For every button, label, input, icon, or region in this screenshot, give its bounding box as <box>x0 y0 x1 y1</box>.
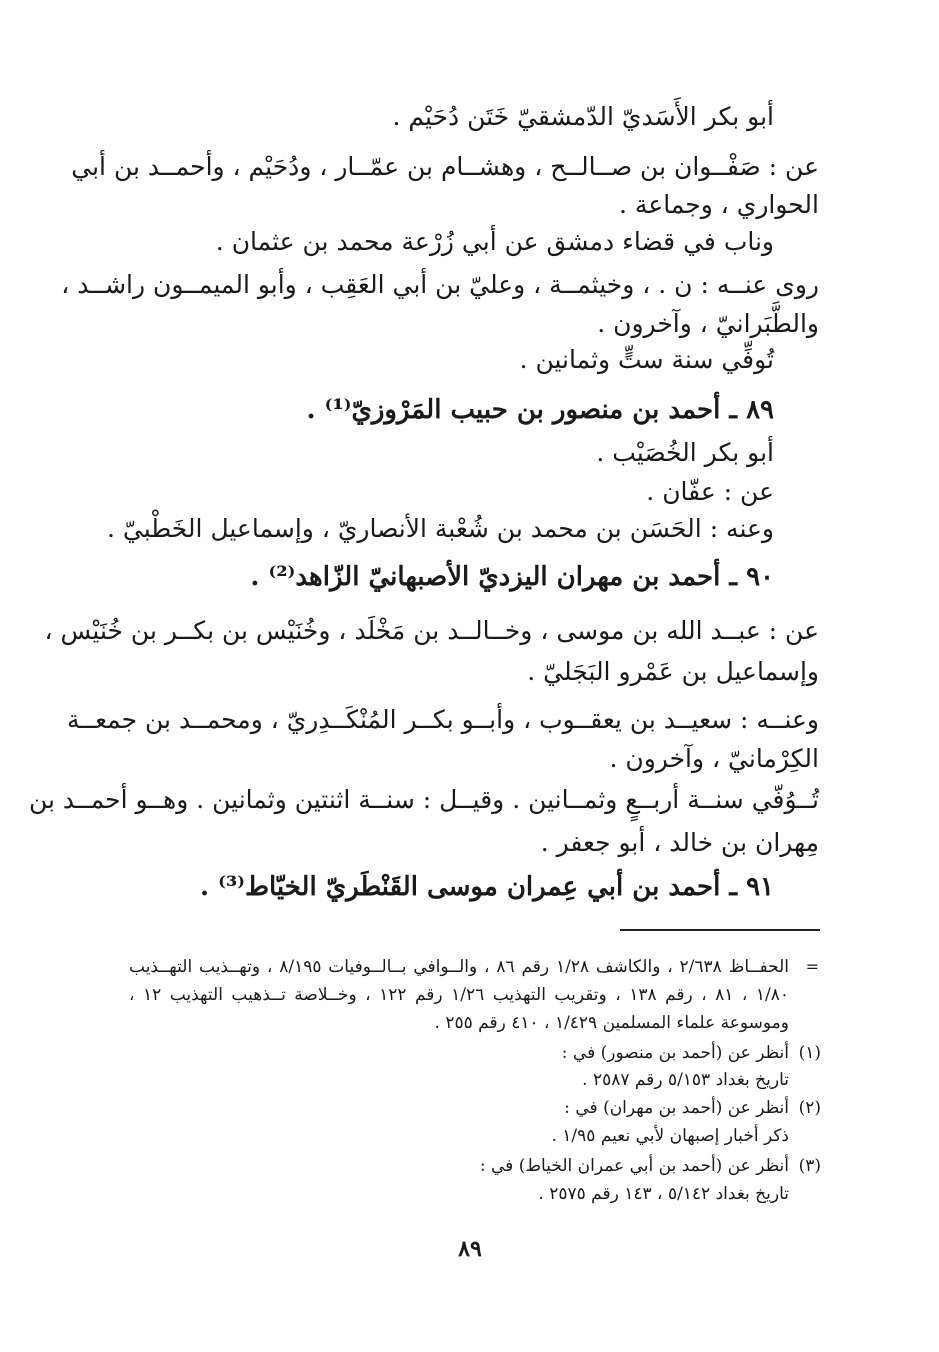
text-line: عن : صَفْــوان بن صــالــح ، وهشــام بن عمّــار ، ودُحَيْم ، وأحمــد بن أبي <box>71 152 819 181</box>
footnote-line: ذكر أخبار إصبهان لأبي نعيم ١/٩٥ . <box>551 1126 789 1146</box>
text-line: وعنــه : سعيــد بن يعقــوب ، وأبــو بكــر المُنْكَــدِريّ ، ومحمــد بن جمعــة <box>67 705 819 734</box>
entry-heading-91: ٩١ ـ أحمد بن أبي عِمران موسى القَنْطَريّ الخيّاط⁽³⁾ . <box>199 872 774 902</box>
footnote-number: (٣) <box>798 1156 821 1176</box>
footnote-line: تاريخ بغداد ٥/١٥٣ رقم ٢٥٨٧ . <box>582 1070 789 1090</box>
footnote-line: أنظر عن (أحمد بن منصور) في : <box>561 1043 789 1063</box>
footnote-number: (٢) <box>798 1098 821 1118</box>
footnote-continuation-line: ١/٨٠ ، ٨١ ، رقم ١٣٨ ، وتقريب التهذيب ١/٢٦ رقم ١٢٢ ، وخــلاصة تــذهيب التهذيب ١٢ ، <box>129 985 790 1005</box>
text-line: عن : عفّان . <box>646 477 774 506</box>
footnote-line: تاريخ بغداد ٥/١٤٢ ، ١٤٣ رقم ٢٥٧٥ . <box>538 1184 789 1204</box>
text-line: روى عنــه : ن . ، وخيثمــة ، وعليّ بن أبي العَقِب ، وأبو الميمــون راشــد ، <box>61 270 819 299</box>
footnote-number: (١) <box>798 1043 821 1063</box>
text-line: أبو بكر الخُصَيْب . <box>596 438 774 467</box>
text-line: تُوفِّي سنة ستٍّ وثمانين . <box>519 345 774 374</box>
footnote-line: أنظر عن (أحمد بن أبي عمران الخياط) في : <box>479 1156 789 1176</box>
continuation-marker: = <box>805 957 819 976</box>
footnote-continuation-line: وموسوعة علماء المسلمين ١/٤٢٩ ، ٤١٠ رقم ٢٥٥ . <box>434 1013 789 1033</box>
text-line: أبو بكر الأَسَديّ الدّمشقيّ خَتَن دُحَيْم . <box>392 102 774 131</box>
text-line: وعنه : الحَسَن بن محمد بن شُعْبة الأنصاريّ ، وإسماعيل الخَطْبيّ . <box>107 514 774 543</box>
footnote-continuation-line: الحفــاظ ٢/٦٣٨ ، والكاشف ١/٢٨ رقم ٨٦ ، والــوافي بــالــوفيات ٨/١٩٥ ، وتهــذيب التهــذيب <box>129 957 789 977</box>
text-line: الحواري ، وجماعة . <box>619 190 819 219</box>
footnote-line: أنظر عن (أحمد بن مهران) في : <box>564 1098 789 1118</box>
text-line: وناب في قضاء دمشق عن أبي زُرْعة محمد بن عثمان . <box>215 227 774 256</box>
footnote-separator <box>620 929 820 931</box>
entry-heading-90: ٩٠ ـ أحمد بن مهران اليزديّ الأصبهانيّ الزّاهد⁽²⁾ . <box>250 562 774 592</box>
text-line: الكِرْمانيّ ، وآخرون . <box>609 744 819 773</box>
text-line: وإسماعيل بن عَمْرو البَجَليّ . <box>527 657 819 686</box>
text-line: تُــوُفّي سنــة أربــعٍ وثمــانين . وقيــل : سنــة اثنتين وثمانين . وهــو أحمــد بن <box>28 785 819 814</box>
entry-heading-89: ٨٩ ـ أحمد بن منصور بن حبيب المَرْوزيّ⁽¹⁾ . <box>306 395 774 425</box>
text-line: والطَّبَرانيّ ، وآخرون . <box>597 309 819 338</box>
text-line: عن : عبــد الله بن موسى ، وخــالــد بن مَخْلَد ، وخُنَيْس بن بكــر بن خُنَيْس ، <box>44 616 819 645</box>
page-number: ٨٩ <box>458 1236 482 1262</box>
text-line: مِهران بن خالد ، أبو جعفر . <box>540 828 819 857</box>
